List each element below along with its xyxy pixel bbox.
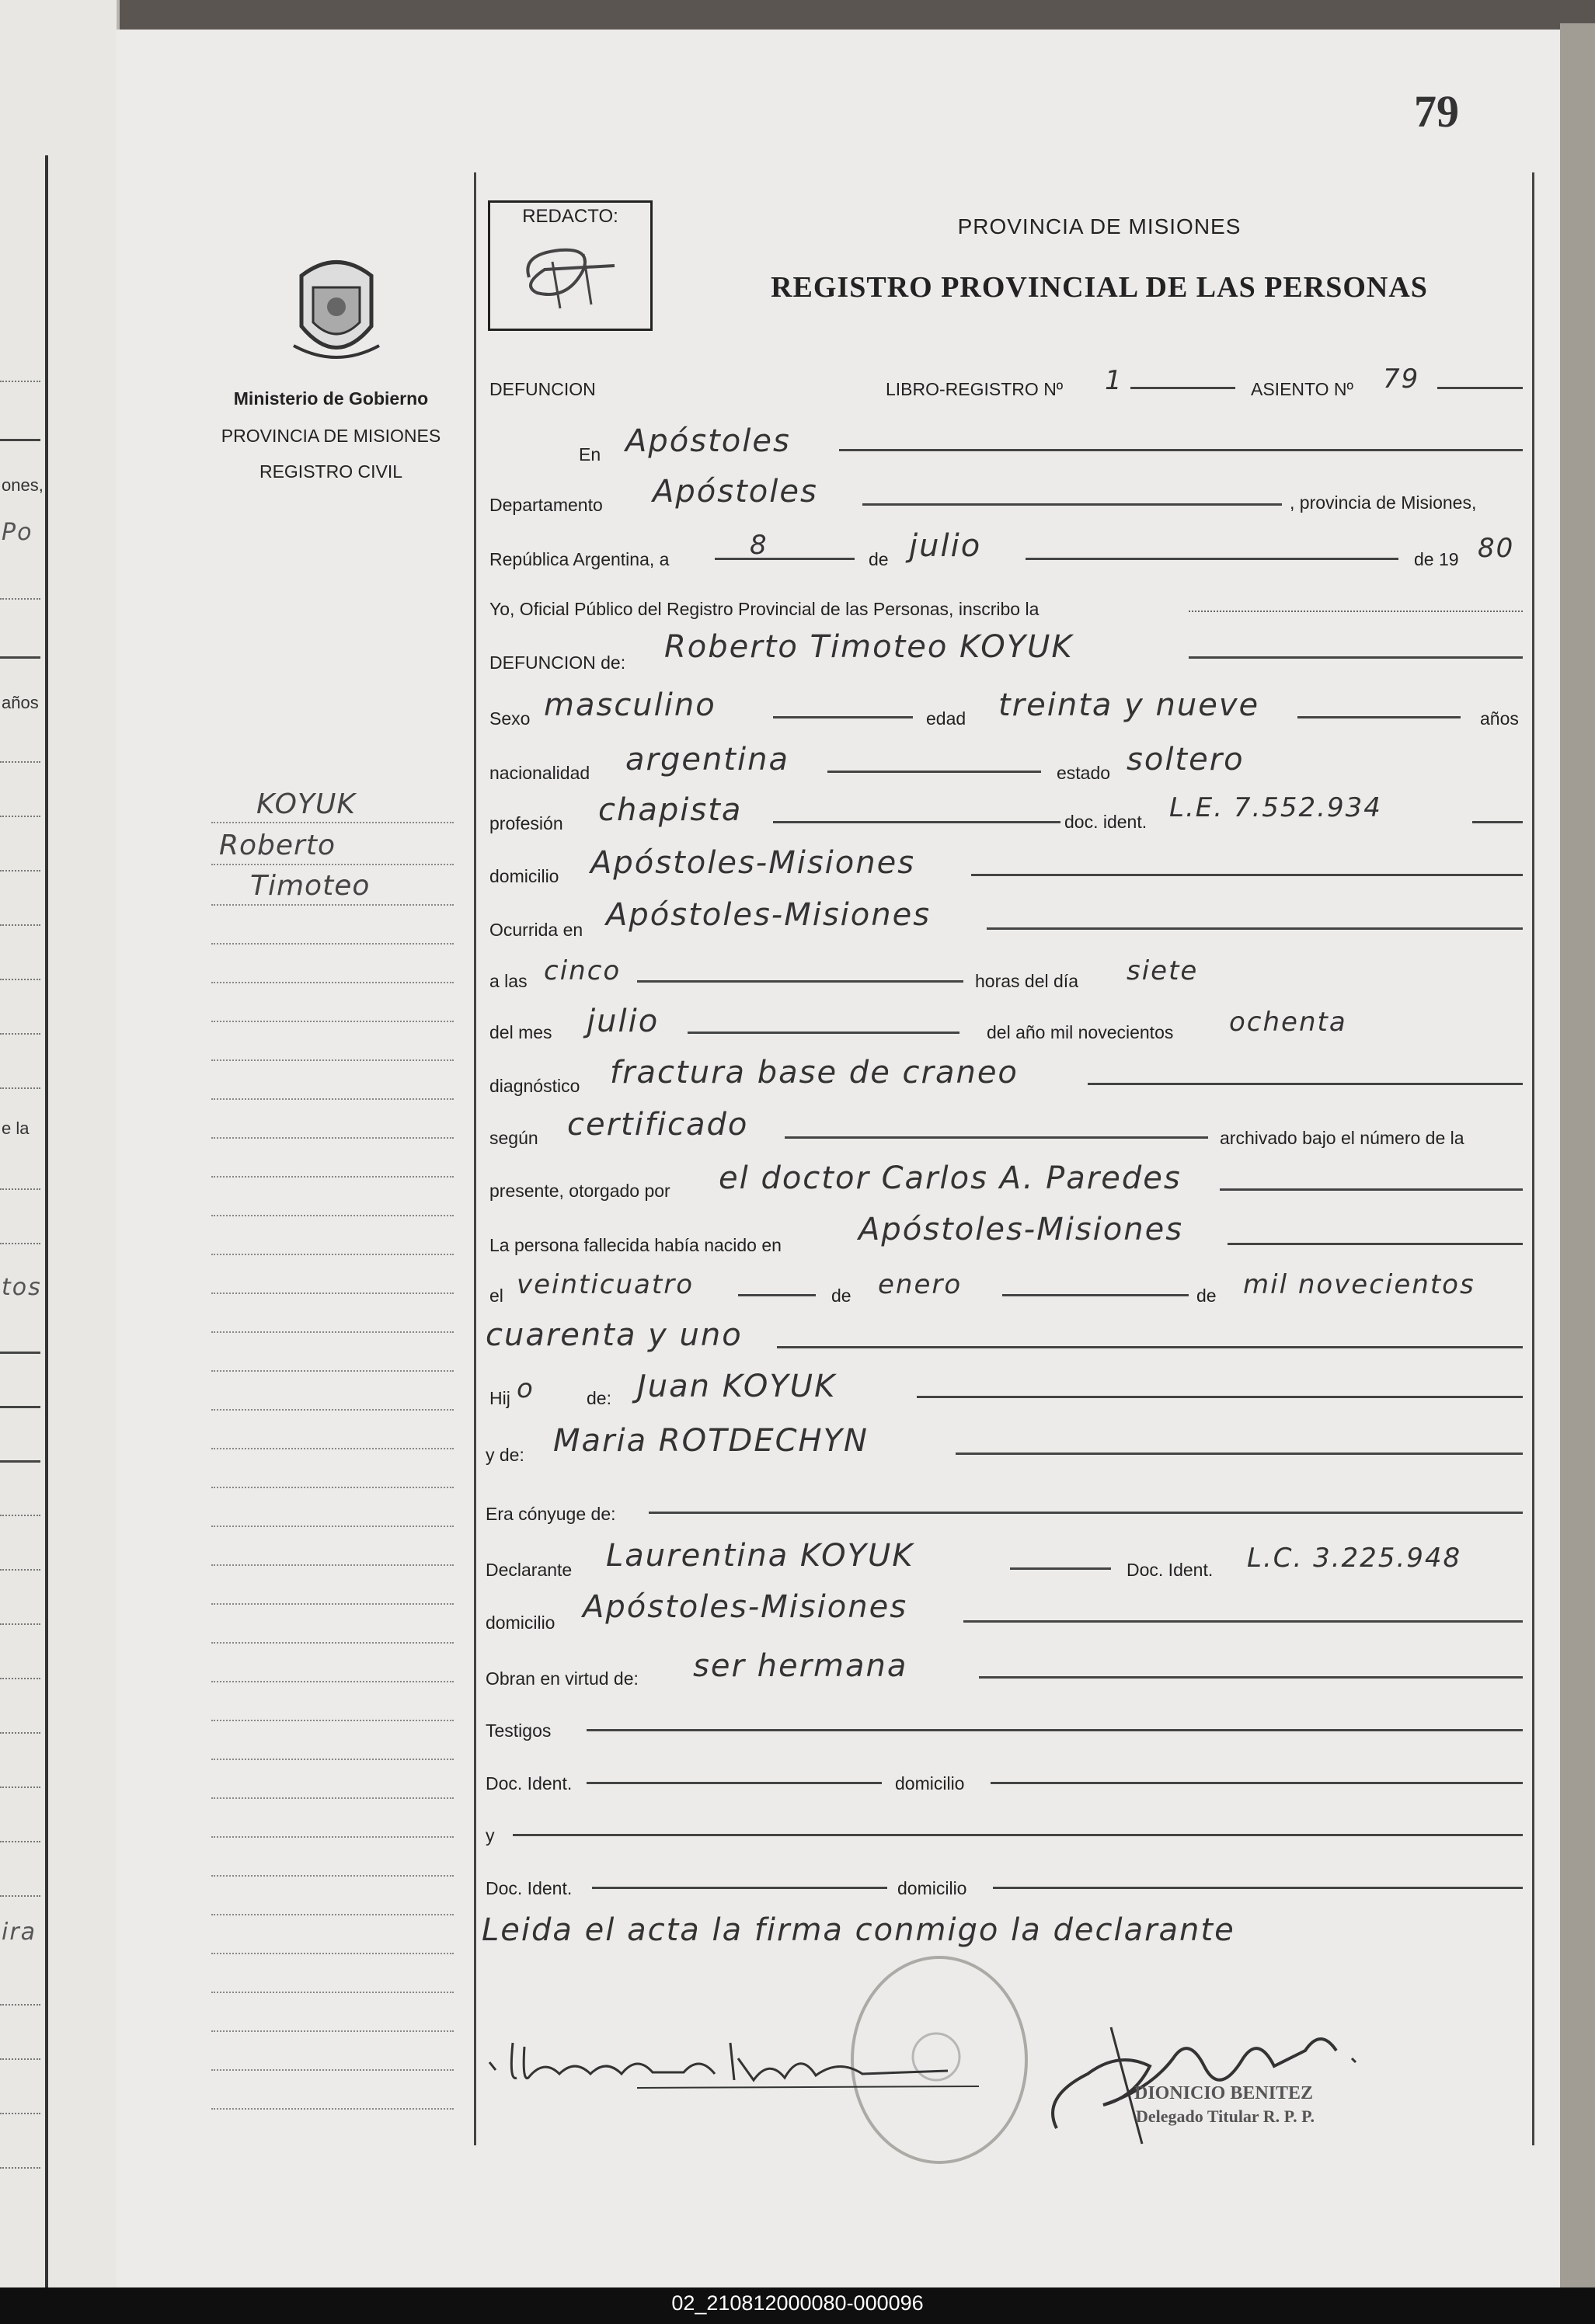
declarante-value: Laurentina KOYUK [606, 1538, 914, 1574]
margin-line [211, 1021, 454, 1022]
margin-line [211, 904, 454, 906]
year-value: 80 [1478, 533, 1515, 564]
prev-line [0, 924, 40, 926]
prev-line [0, 381, 40, 382]
ocurrida-value: Apóstoles-Misiones [606, 897, 932, 933]
testigo1-domicilio-line [991, 1782, 1523, 1784]
mes-label: del mes [489, 1022, 552, 1042]
prev-line [0, 1841, 40, 1842]
oficial-dotted-line [1189, 611, 1523, 612]
anos-label: años [1480, 708, 1519, 729]
margin-second-name: Timoteo [250, 870, 371, 902]
testigo2-doc-label: Doc. Ident. [486, 1878, 573, 1898]
el-value: veinticuatro [517, 1269, 694, 1300]
en-value: Apóstoles [625, 423, 791, 459]
registry-header: REGISTRO PROVINCIAL DE LAS PERSONAS [771, 271, 1428, 304]
estado-value: soltero [1127, 742, 1245, 778]
declarante-label: Declarante [486, 1560, 573, 1580]
padre-label: de: [587, 1388, 611, 1408]
testigo1-doc-label: Doc. Ident. [486, 1773, 573, 1793]
declarant-signature [482, 2020, 994, 2097]
margin-line [211, 1603, 454, 1605]
image-caption: 02_210812000080-000096 [671, 2291, 924, 2315]
officer-title: Delegado Titular R. P. P. [1136, 2107, 1315, 2126]
margin-line [211, 1992, 454, 1993]
edad-value: treinta y nueve [998, 687, 1260, 723]
de2-label: de [831, 1286, 851, 1306]
madre-label: y de: [486, 1445, 524, 1465]
en-line [839, 449, 1523, 451]
y-label: y [486, 1825, 495, 1846]
prev-line [0, 816, 40, 817]
margin-line [211, 1137, 454, 1139]
day-value: 8 [750, 530, 768, 561]
margin-line [211, 822, 454, 823]
margin-line [211, 1292, 454, 1294]
el-line [738, 1294, 816, 1296]
asiento-line [1437, 387, 1523, 389]
sexo-line [773, 716, 913, 718]
segun-value: certificado [567, 1107, 749, 1143]
nacido-label: La persona fallecida había nacido en [489, 1235, 782, 1255]
madre-value: Maria ROTDECHYN [553, 1423, 869, 1459]
officer-name: DIONICIO BENITEZ [1134, 2083, 1314, 2103]
prev-line [0, 761, 40, 763]
prev-text: ones, [2, 475, 44, 495]
edad-line [1297, 716, 1461, 718]
asiento-label: ASIENTO Nº [1251, 379, 1353, 399]
closing-statement: Leida el acta la firma conmigo la declarante [482, 1912, 1235, 1948]
margin-line [211, 982, 454, 983]
testigo2-domicilio-label: domicilio [897, 1878, 967, 1898]
anio-label: del año mil novecientos [987, 1022, 1174, 1042]
libro-registro-label: LIBRO-REGISTRO Nº [886, 379, 1064, 399]
mes-value: julio [587, 1004, 660, 1039]
prev-text: e la [2, 1119, 30, 1138]
margin-line [211, 1642, 454, 1644]
margin-line [211, 1836, 454, 1838]
diagnostico-value: fractura base de craneo [610, 1055, 1019, 1091]
departamento-line [862, 503, 1282, 506]
el-label: el [489, 1286, 503, 1306]
declarante-domicilio-value: Apóstoles-Misiones [583, 1589, 908, 1625]
de2-value: enero [878, 1269, 963, 1300]
left-column-rule [474, 172, 476, 2145]
right-column-rule [1532, 172, 1534, 2145]
libro-registro-value: 1 [1105, 365, 1123, 396]
anio-value: ochenta [1229, 1007, 1347, 1038]
prev-line [0, 2004, 40, 2006]
prev-line [0, 1033, 40, 1035]
nacionalidad-value: argentina [625, 742, 789, 778]
prev-handwriting: ira [2, 1919, 37, 1946]
ministry-title: Ministerio de Gobierno [233, 388, 429, 409]
prev-line [0, 2167, 40, 2169]
a-las-label: a las [489, 971, 528, 991]
margin-line [211, 1526, 454, 1527]
de2-line [1002, 1294, 1189, 1296]
prev-line [0, 439, 40, 441]
prev-line [0, 2113, 40, 2114]
libro-line [1130, 387, 1235, 389]
prev-line [0, 656, 40, 659]
testigos-line [587, 1729, 1523, 1731]
profesion-value: chapista [598, 792, 743, 828]
margin-line [211, 943, 454, 945]
edad-label: edad [926, 708, 966, 729]
day-line [715, 558, 855, 560]
page-number: 79 [1414, 86, 1459, 137]
asiento-value: 79 [1383, 364, 1420, 395]
coat-of-arms-icon [286, 252, 387, 369]
margin-line [211, 1720, 454, 1721]
domicilio-line [971, 874, 1523, 876]
margin-line [211, 1797, 454, 1799]
horas-label: horas del día [975, 971, 1078, 991]
testigo2-domicilio-line [993, 1887, 1523, 1889]
prev-line [0, 870, 40, 872]
domicilio-label: domicilio [489, 866, 559, 886]
birth-year-continuation: cuarenta y uno [486, 1317, 743, 1353]
margin-line [211, 1875, 454, 1877]
province-header: PROVINCIA DE MISIONES [957, 214, 1242, 238]
obran-value: ser hermana [693, 1648, 908, 1684]
margin-line [211, 2108, 454, 2110]
prev-line [0, 1243, 40, 1244]
sexo-value: masculino [544, 687, 716, 723]
month-value: julio [909, 528, 982, 564]
margin-line [211, 1487, 454, 1488]
margin-line [211, 864, 454, 865]
redacto-initials-signature [506, 231, 630, 320]
profesion-label: profesión [489, 813, 563, 833]
margin-line [211, 1176, 454, 1178]
prev-line [0, 1515, 40, 1516]
year-prefix-label: de 19 [1414, 549, 1459, 569]
prev-handwriting: tos [2, 1274, 42, 1301]
redacto-label: REDACTO: [522, 206, 618, 227]
prev-line [0, 1460, 40, 1463]
padre-line [917, 1396, 1523, 1398]
defuncion-label: DEFUNCION [489, 379, 596, 399]
y-line [513, 1834, 1523, 1836]
prev-line [0, 1895, 40, 1897]
margin-line [211, 1098, 454, 1100]
margin-line [211, 1409, 454, 1411]
prev-text: años [2, 693, 39, 712]
conyuge-line [649, 1512, 1523, 1514]
ministry-registry: REGISTRO CIVIL [259, 461, 403, 482]
oficial-statement-label: Yo, Oficial Público del Registro Provincial de las Personas, inscribo la [489, 599, 1040, 619]
prev-line [0, 1087, 40, 1089]
prev-page-rule [45, 155, 48, 2299]
presente-value: el doctor Carlos A. Paredes [719, 1160, 1182, 1196]
declarante-domicilio-line [963, 1620, 1523, 1623]
nacido-value: Apóstoles-Misiones [858, 1212, 1184, 1247]
testigo1-doc-line [587, 1782, 882, 1784]
archivado-label: archivado bajo el número de la [1220, 1128, 1464, 1148]
prev-line [0, 979, 40, 980]
margin-line [211, 1448, 454, 1449]
margin-line [211, 1059, 454, 1061]
declarante-line [1010, 1567, 1111, 1570]
domicilio-value: Apóstoles-Misiones [590, 845, 916, 881]
de3-value: mil novecientos [1243, 1269, 1475, 1300]
ministry-province: PROVINCIA DE MISIONES [221, 426, 441, 446]
de-label: de [869, 549, 889, 569]
prev-line [0, 1678, 40, 1679]
deceased-line [1189, 656, 1523, 659]
obran-label: Obran en virtud de: [486, 1668, 639, 1689]
defuncion-de-label: DEFUNCION de: [489, 652, 626, 673]
redacto-box [488, 200, 653, 331]
testigo1-domicilio-label: domicilio [895, 1773, 965, 1793]
nacido-line [1228, 1243, 1523, 1245]
cuarenta-line [777, 1346, 1523, 1348]
madre-line [956, 1452, 1523, 1455]
month-line [1026, 558, 1398, 560]
margin-surname: KOYUK [256, 788, 356, 820]
book-edge [1560, 23, 1595, 2291]
prev-line [0, 1623, 40, 1625]
margin-line [211, 2069, 454, 2071]
margin-line [211, 1953, 454, 1954]
doc-ident-line [1472, 821, 1523, 823]
ocurrida-line [987, 927, 1523, 930]
prev-line [0, 598, 40, 600]
prev-line [0, 1188, 40, 1190]
provincia-label: , provincia de Misiones, [1290, 492, 1477, 513]
prev-line [0, 1786, 40, 1788]
doc-ident-label: doc. ident. [1064, 812, 1147, 832]
prev-line [0, 1569, 40, 1571]
conyuge-label: Era cónyuge de: [486, 1504, 616, 1524]
sexo-label: Sexo [489, 708, 531, 729]
margin-line [211, 1370, 454, 1372]
ocurrida-label: Ocurrida en [489, 920, 583, 940]
margin-line [211, 2030, 454, 2032]
margin-first-name: Roberto [219, 830, 336, 861]
testigos-label: Testigos [486, 1720, 552, 1741]
margin-line [211, 1914, 454, 1915]
segun-label: según [489, 1128, 538, 1148]
deceased-name: Roberto Timoteo KOYUK [664, 629, 1074, 665]
profesion-line [773, 821, 1060, 823]
declarante-doc-value: L.C. 3.225.948 [1247, 1543, 1462, 1574]
prev-line [0, 1406, 40, 1408]
a-las-line [637, 980, 963, 983]
padre-value: Juan KOYUK [637, 1369, 837, 1404]
margin-line [211, 1564, 454, 1566]
obran-line [979, 1676, 1523, 1679]
prev-line [0, 1732, 40, 1734]
margin-line [211, 1681, 454, 1682]
republica-label: República Argentina, a [489, 549, 670, 569]
a-las-value: cinco [544, 955, 622, 986]
prev-handwriting: Po [2, 519, 33, 546]
officer-signature [1026, 2004, 1414, 2159]
prev-line [0, 1352, 40, 1354]
mes-line [688, 1032, 959, 1034]
departamento-value: Apóstoles [653, 474, 818, 510]
departamento-label: Departamento [489, 495, 603, 515]
prev-line [0, 2058, 40, 2060]
segun-line [785, 1136, 1208, 1139]
diagnostico-label: diagnóstico [489, 1076, 580, 1096]
de3-label: de [1196, 1286, 1217, 1306]
testigo2-doc-line [592, 1887, 887, 1889]
declarante-domicilio-label: domicilio [486, 1613, 555, 1633]
horas-value: siete [1127, 955, 1199, 986]
margin-line [211, 1215, 454, 1216]
margin-line [211, 1254, 454, 1255]
hijo-suffix: o [517, 1373, 535, 1404]
en-label: En [579, 444, 601, 464]
previous-page [0, 0, 120, 2287]
doc-ident-value: L.E. 7.552.934 [1169, 792, 1382, 823]
presente-label: presente, otorgado por [489, 1181, 670, 1201]
declarante-doc-label: Doc. Ident. [1127, 1560, 1214, 1580]
presente-line [1220, 1188, 1523, 1191]
nacionalidad-line [827, 771, 1041, 773]
margin-line [211, 1759, 454, 1760]
margin-line [211, 1331, 454, 1333]
nacionalidad-label: nacionalidad [489, 763, 590, 783]
hijo-label: Hij [489, 1388, 510, 1408]
diagnostico-line [1088, 1083, 1523, 1085]
estado-label: estado [1057, 763, 1111, 783]
